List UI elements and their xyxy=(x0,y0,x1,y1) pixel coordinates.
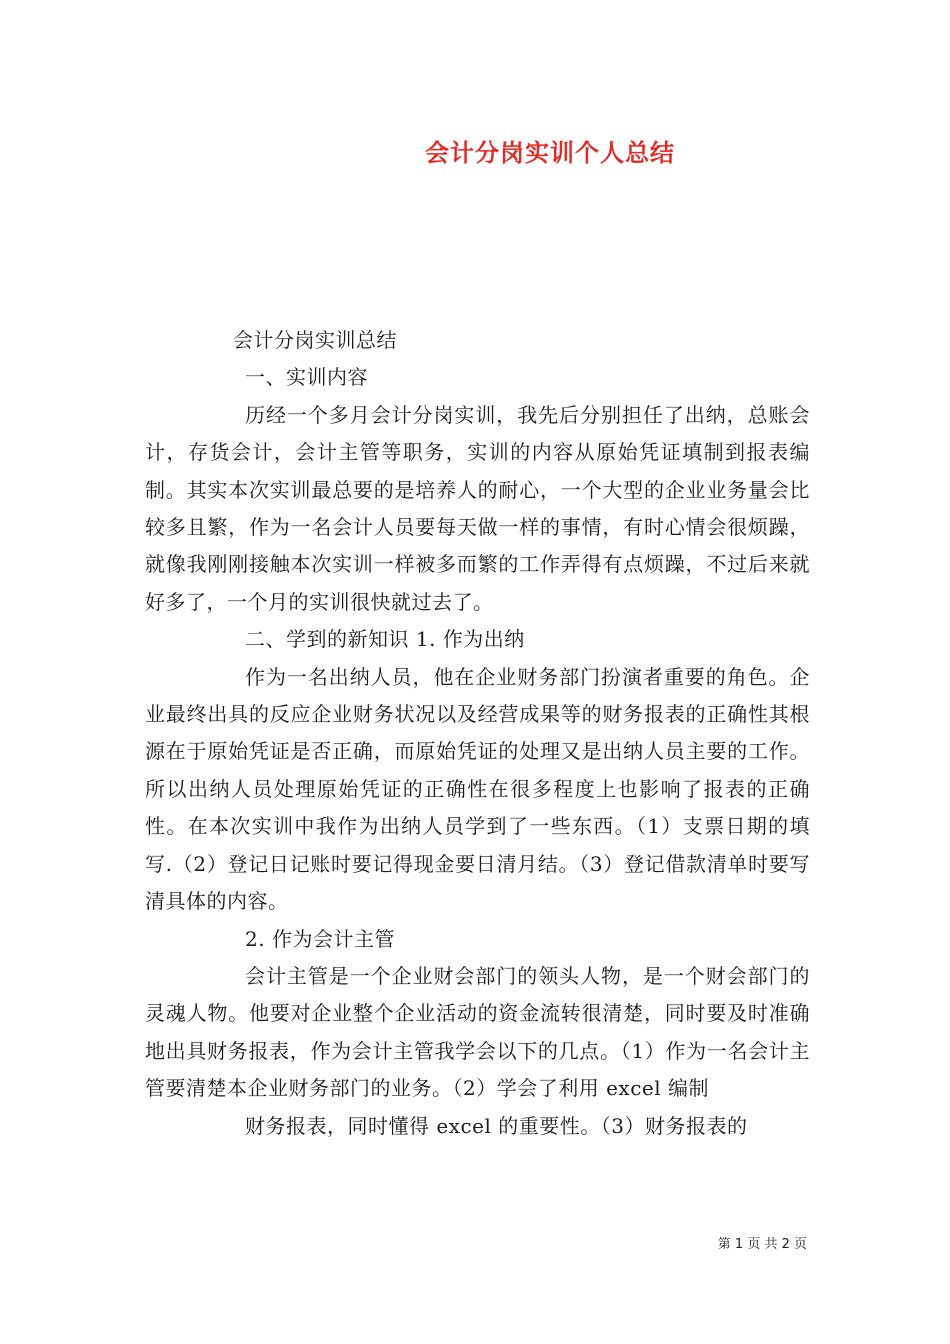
page-number: 第 1 页 共 2 页 xyxy=(717,1237,807,1252)
section-heading: 会计分岗实训总结 xyxy=(233,328,397,352)
document-title: 会计分岗实训个人总结 xyxy=(425,139,675,167)
section-heading: 二、学到的新知识 1. 作为出纳 xyxy=(245,627,525,652)
section-heading: 一、实训内容 xyxy=(245,365,368,390)
section-heading: 2. 作为会计主管 xyxy=(245,926,395,951)
body-paragraph: 财务报表，同时懂得 excel 的重要性。（3）财务报表的 xyxy=(245,1113,748,1138)
document-body xyxy=(145,322,810,1145)
body-paragraph: 作为一名出纳人员，他在企业财务部门扮演者重要的角色。企业最终出具的反应企业财务状况以及经营成果等的财务报表的正确性其根源在于原始凭证是否正确，而原始凭证的处理又是出纳人员主要的工作。所以出纳人员处理原始凭证的正确性在很多程度上也影响了报表的正确性。在本次实训中我作为出纳人员学到了一些东西。（1）支票日期的填写.（2）登记日记账时要记得现金要日清月结。（3）登记借款清单时要写清具体的内容。 xyxy=(145,664,810,914)
body-paragraph: 历经一个多月会计分岗实训，我先后分别担任了出纳，总账会计，存货会计，会计主管等职务，实训的内容从原始凭证填制到报表编制。其实本次实训最总要的是培养人的耐心，一个大型的企业业务量会比较多且繁，作为一名会计人员要每天做一样的事情，有时心情会很烦躁，就像我刚刚接触本次实训一样被多而繁的工作弄得有点烦躁，不过后来就好多了，一个月的实训很快就过去了。 xyxy=(145,402,810,614)
body-paragraph: 会计主管是一个企业财会部门的领头人物，是一个财会部门的灵魂人物。他要对企业整个企业活动的资金流转很清楚，同时要及时准确地出具财务报表，作为会计主管我学会以下的几点。（1）作为一名会计主管要清楚本企业财务部门的业务。（2）学会了利用 excel 编制 xyxy=(145,963,810,1101)
